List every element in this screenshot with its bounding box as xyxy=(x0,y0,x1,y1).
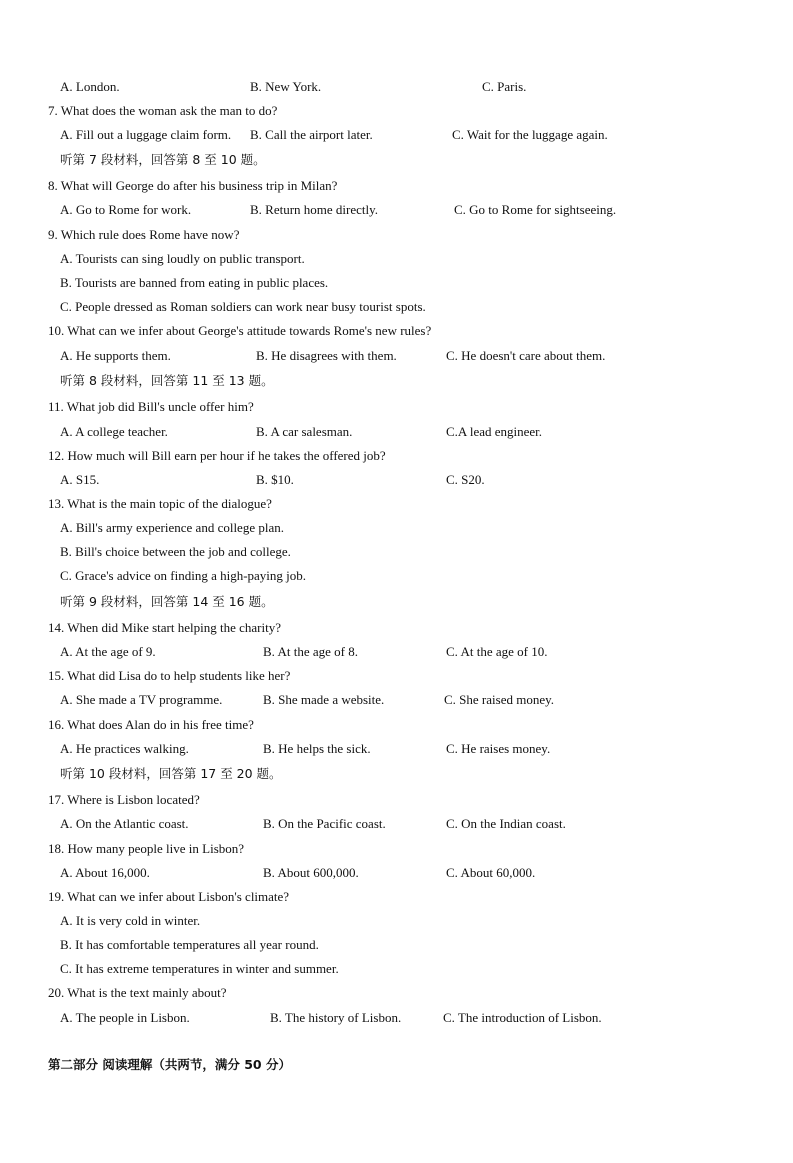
q10-question: 10. What can we infer about George's attitude towards Rome's new rules? xyxy=(48,323,432,338)
q9-question: 9. Which rule does Rome have now? xyxy=(48,227,240,242)
q15-option-b: B. She made a website. xyxy=(263,692,385,707)
q7-option-a: A. Fill out a luggage claim form. xyxy=(60,127,232,142)
q8-option-c: C. Go to Rome for sightseeing. xyxy=(454,202,617,217)
q13-option-b: B. Bill's choice between the job and college. xyxy=(60,544,291,559)
q11-option-b: B. A car salesman. xyxy=(256,424,353,439)
q19-option-c: C. It has extreme temperatures in winter and summer. xyxy=(60,961,339,976)
q8-option-a: A. Go to Rome for work. xyxy=(60,202,192,217)
q13-option-a: A. Bill's army experience and college plan. xyxy=(60,520,284,535)
q12-question: 12. How much will Bill earn per hour if he takes the offered job? xyxy=(48,448,386,463)
q6-option-a: A. London. xyxy=(60,79,120,94)
q9-option-b: B. Tourists are banned from eating in public places. xyxy=(60,275,329,290)
q18-option-b: B. About 600,000. xyxy=(263,865,359,880)
q9-option-c: C. People dressed as Roman soldiers can work near busy tourist spots. xyxy=(60,299,426,314)
section-8-heading: 听第 8 段材料，回答第 11 至 13 题。 xyxy=(60,373,274,388)
q20-option-c: C. The introduction of Lisbon. xyxy=(443,1010,602,1025)
q11-question: 11. What job did Bill's uncle offer him? xyxy=(48,399,254,414)
q17-option-b: B. On the Pacific coast. xyxy=(263,816,386,831)
q16-option-b: B. He helps the sick. xyxy=(263,741,371,756)
q12-option-b: B. $10. xyxy=(256,472,294,487)
q10-option-b: B. He disagrees with them. xyxy=(256,348,397,363)
q14-question: 14. When did Mike start helping the charity? xyxy=(48,620,281,635)
q16-option-a: A. He practices walking. xyxy=(60,741,189,756)
q17-option-a: A. On the Atlantic coast. xyxy=(60,816,189,831)
q13-question: 13. What is the main topic of the dialogue? xyxy=(48,496,272,511)
q16-question: 16. What does Alan do in his free time? xyxy=(48,717,254,732)
q17-option-c: C. On the Indian coast. xyxy=(446,816,566,831)
q20-option-a: A. The people in Lisbon. xyxy=(60,1010,190,1025)
q20-question: 20. What is the text mainly about? xyxy=(48,985,227,1000)
q14-option-c: C. At the age of 10. xyxy=(446,644,548,659)
q7-question: 7. What does the woman ask the man to do? xyxy=(48,103,278,118)
q16-option-c: C. He raises money. xyxy=(446,741,551,756)
q7-option-c: C. Wait for the luggage again. xyxy=(452,127,608,142)
q9-option-a: A. Tourists can sing loudly on public transport. xyxy=(60,251,305,266)
section-7-heading: 听第 7 段材料，回答第 8 至 10 题。 xyxy=(60,152,266,167)
q10-option-a: A. He supports them. xyxy=(60,348,171,363)
part-2-heading: 第二部分 阅读理解（共两节，满分 50 分） xyxy=(48,1057,291,1072)
q6-option-c: C. Paris. xyxy=(482,79,527,94)
q15-option-c: C. She raised money. xyxy=(444,692,554,707)
q11-option-c: C.A lead engineer. xyxy=(446,424,543,439)
q11-option-a: A. A college teacher. xyxy=(60,424,168,439)
q15-question: 15. What did Lisa do to help students like her? xyxy=(48,668,291,683)
q20-option-b: B. The history of Lisbon. xyxy=(270,1010,402,1025)
q15-option-a: A. She made a TV programme. xyxy=(60,692,223,707)
q17-question: 17. Where is Lisbon located? xyxy=(48,792,200,807)
q8-option-b: B. Return home directly. xyxy=(250,202,379,217)
q7-option-b: B. Call the airport later. xyxy=(250,127,373,142)
q12-option-a: A. S15. xyxy=(60,472,100,487)
q19-question: 19. What can we infer about Lisbon's climate? xyxy=(48,889,290,904)
q13-option-c: C. Grace's advice on finding a high-paying job. xyxy=(60,568,307,583)
q14-option-b: B. At the age of 8. xyxy=(263,644,358,659)
q10-option-c: C. He doesn't care about them. xyxy=(446,348,606,363)
q8-question: 8. What will George do after his business trip in Milan? xyxy=(48,178,338,193)
section-10-heading: 听第 10 段材料，回答第 17 至 20 题。 xyxy=(60,766,282,781)
q19-option-a: A. It is very cold in winter. xyxy=(60,913,201,928)
q18-option-c: C. About 60,000. xyxy=(446,865,536,880)
q6-option-b: B. New York. xyxy=(250,79,322,94)
q18-question: 18. How many people live in Lisbon? xyxy=(48,841,245,856)
q19-option-b: B. It has comfortable temperatures all year round. xyxy=(60,937,319,952)
section-9-heading: 听第 9 段材料，回答第 14 至 16 题。 xyxy=(60,594,274,609)
q18-option-a: A. About 16,000. xyxy=(60,865,150,880)
q12-option-c: C. S20. xyxy=(446,472,485,487)
q14-option-a: A. At the age of 9. xyxy=(60,644,156,659)
